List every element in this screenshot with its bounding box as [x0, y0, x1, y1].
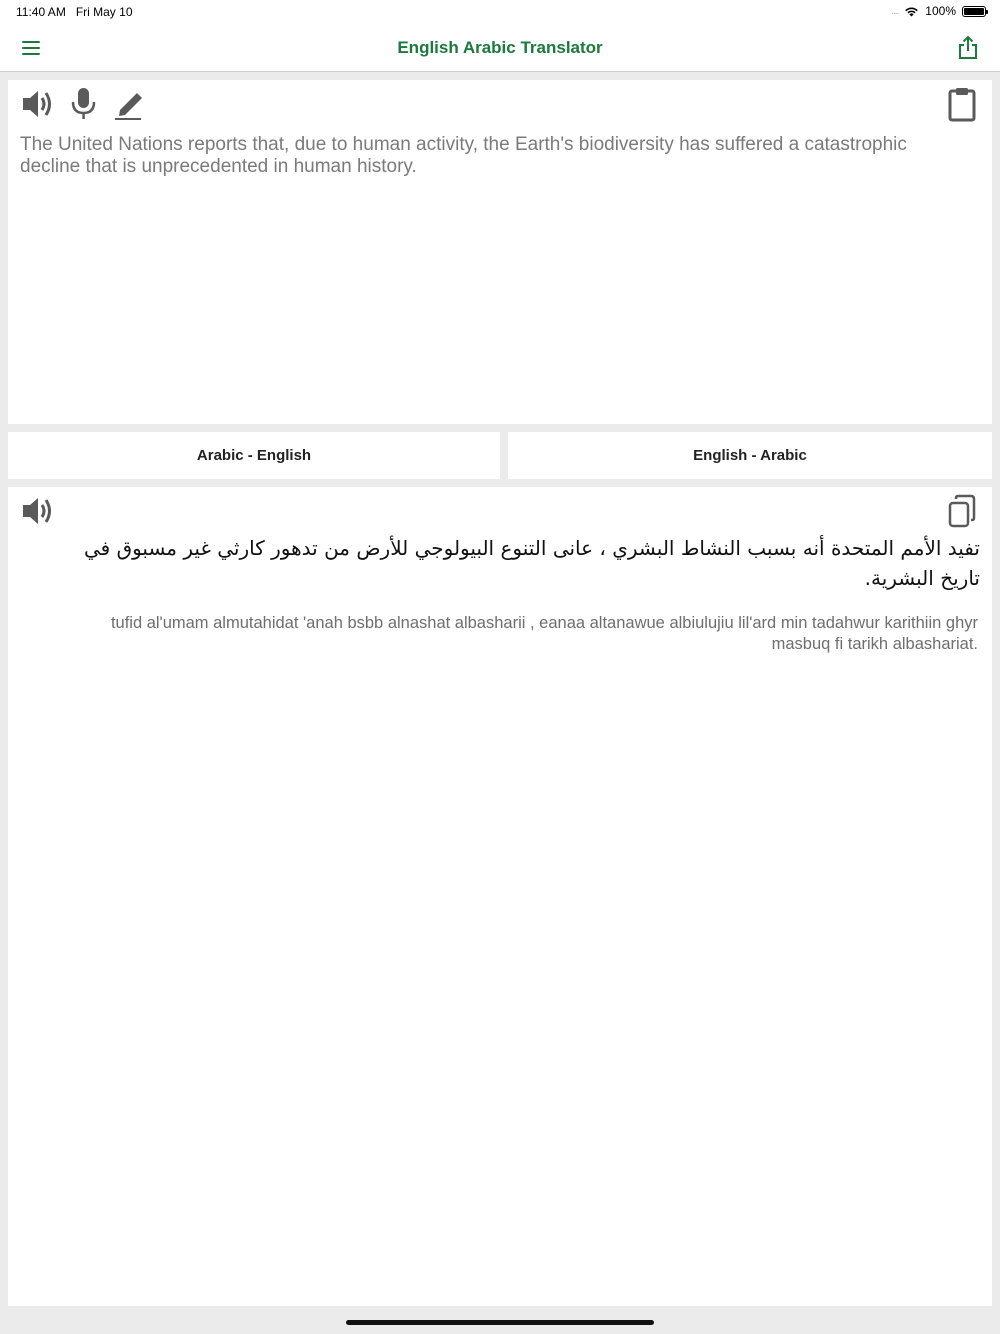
cellular-signal-icon: ....: [891, 5, 899, 17]
copy-icon[interactable]: [944, 493, 980, 529]
status-date: Fri May 10: [75, 5, 133, 19]
transliteration-text: tufid al'umam almutahidat 'anah bsbb alnashat albasharii , eanaa altanawue albiulujiu lil'ard min tadahwur karithiin ghyr masbuq fi tarikh albashariat.: [110, 614, 978, 653]
arabic-english-button[interactable]: Arabic - English: [8, 432, 500, 479]
share-icon[interactable]: [956, 35, 980, 61]
status-bar: [0, 0, 1000, 24]
microphone-icon[interactable]: [66, 86, 102, 122]
pencil-icon[interactable]: [112, 86, 148, 122]
output-speaker-icon[interactable]: [20, 493, 56, 529]
page-title: English Arabic Translator: [397, 38, 603, 57]
nav-bar: [0, 24, 1000, 72]
clipboard-icon[interactable]: [944, 86, 980, 122]
arabic-translation: تفيد الأمم المتحدة أنه بسبب النشاط البشري ، عانى التنوع البيولوجي للأرض من تدهور كارثي غير مسبوق في تاريخ البشرية.: [83, 536, 980, 590]
battery-icon: [962, 6, 986, 17]
home-indicator[interactable]: [346, 1320, 654, 1325]
english-arabic-button[interactable]: English - Arabic: [508, 432, 992, 479]
status-left: [16, 5, 133, 19]
status-right: [891, 4, 986, 18]
wifi-icon: [904, 6, 919, 17]
status-time: 11:40 AM: [16, 5, 66, 19]
input-panel[interactable]: [8, 80, 992, 424]
speaker-icon[interactable]: [20, 86, 56, 122]
battery-percent: 100%: [925, 4, 956, 18]
output-panel: [8, 487, 992, 1306]
source-text[interactable]: The United Nations reports that, due to human activity, the Earth's biodiversity has suffered a catastrophic decline that is unprecedented in human history.: [20, 134, 907, 177]
